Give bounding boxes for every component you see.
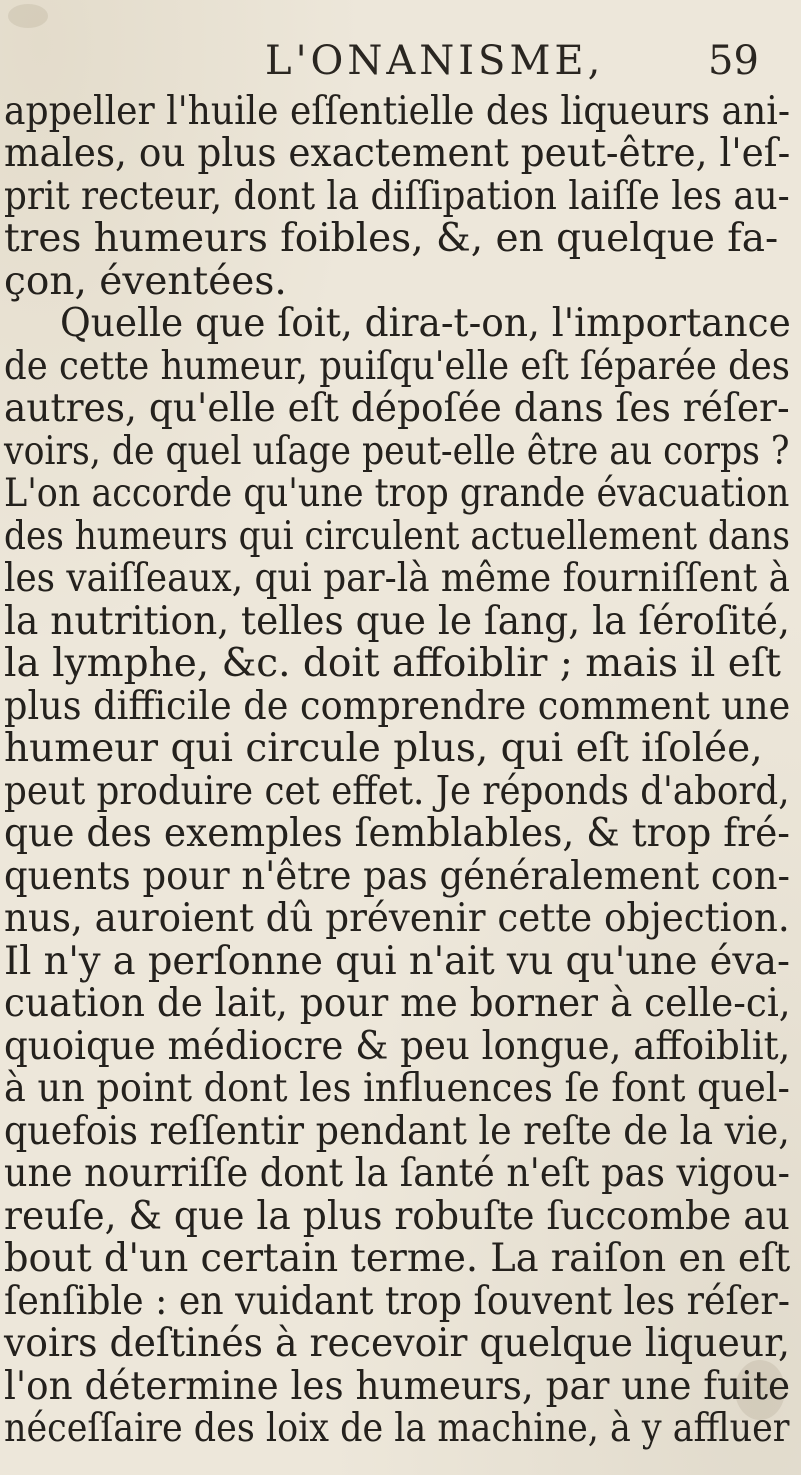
text-line: voirs deſtinés à recevoir quelque liqueur, (4, 1321, 790, 1366)
text-line: les vaiſſeaux, qui par-là même fourniſſent à (4, 556, 790, 601)
text-line: de cette humeur, puiſqu'elle eſt ſéparée des (4, 344, 790, 389)
text-line: nus, auroient dû prévenir cette objection. (4, 896, 790, 941)
text-line: l'on détermine les humeurs, par une fuite (4, 1364, 791, 1409)
text-line: Il n'y a perſonne qui n'ait vu qu'une éva- (4, 939, 790, 984)
text-line: males, ou plus exactement peut-être, l'eſ- (4, 131, 791, 176)
text-line: L'on accorde qu'une trop grande évacuation (4, 471, 790, 516)
page-number: 59 (708, 38, 759, 84)
text-line: quefois reſſentir pendant le reſte de la vie, (4, 1109, 790, 1154)
text-line: autres, qu'elle eſt dépoſée dans ſes réſer- (4, 386, 790, 431)
text-line: à un point dont les influences ſe font quel- (4, 1066, 790, 1111)
text-line: quents pour n'être pas généralement con- (4, 854, 791, 899)
text-line: tres humeurs foibles, &, en quelque fa- (4, 216, 779, 261)
text-line: une nourriſſe dont la ſanté n'eſt pas vigou- (4, 1151, 790, 1196)
text-line: néceſſaire des loix de la machine, à y affluer (4, 1406, 790, 1451)
text-line: plus difficile de comprendre comment une (4, 684, 791, 729)
paper-stain (8, 4, 48, 28)
text-line: voirs, de quel uſage peut-elle être au corps ? (4, 429, 790, 474)
text-line: que des exemples ſemblables, & trop fré- (4, 811, 791, 856)
text-line: appeller l'huile eſſentielle des liqueurs ani- (4, 89, 791, 134)
text-line: humeur qui circule plus, qui eſt iſolée, (4, 726, 763, 771)
text-line: des humeurs qui circulent actuellement dans (4, 514, 790, 559)
running-title: L'ONANISME, (265, 38, 605, 84)
text-line: prit recteur, dont la diſſipation laiſſe les au- (4, 174, 790, 219)
text-line: reuſe, & que la plus robuſte ſuccombe au (4, 1194, 790, 1239)
text-line: peut produire cet effet. Je réponds d'abord, (4, 769, 790, 814)
text-line: la nutrition, telles que le ſang, la ſéroſité, (4, 599, 790, 644)
page-header (0, 38, 801, 84)
text-line: la lymphe, &c. doit affoiblir ; mais il eſt (4, 641, 781, 686)
text-line: ſenſible : en vuidant trop ſouvent les réſer- (4, 1279, 790, 1324)
text-line: çon, éventées. (4, 259, 287, 304)
text-line: quoique médiocre & peu longue, affoiblit, (4, 1024, 791, 1069)
text-line: Quelle que ſoit, dira-t-on, l'importance (60, 301, 791, 346)
text-line: cuation de lait, pour me borner à celle-ci, (4, 981, 791, 1026)
text-line: bout d'un certain terme. La raiſon en eſt (4, 1236, 791, 1281)
